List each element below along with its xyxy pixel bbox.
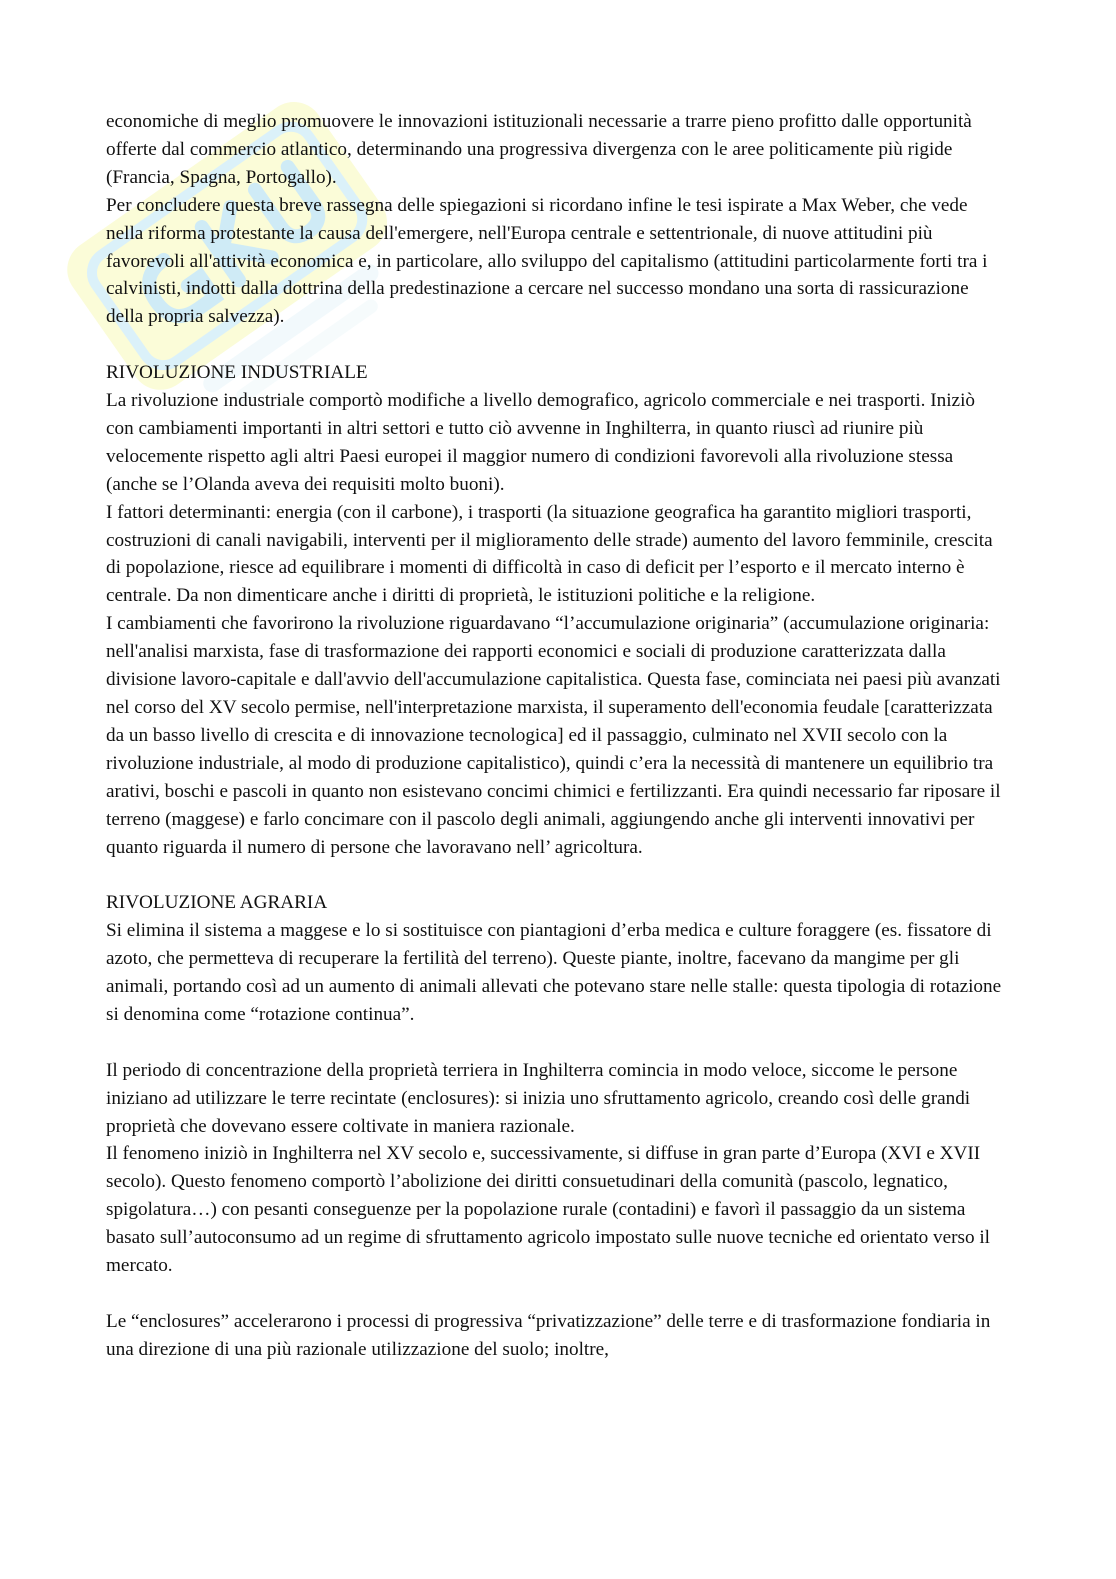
- agraria-paragraph-2: Il periodo di concentrazione della proprietà terriera in Inghilterra comincia in modo veloce, siccome le persone iniziano ad utilizzare le terre recintate (enclosures): si inizia uno sfruttamento agricolo, creando così delle grandi proprietà che dovevano essere coltivate in maniera razionale.: [106, 1059, 971, 1137]
- agraria-paragraph-1: Si elimina il sistema a maggese e lo si sostituisce con piantagioni d’erba medica e culture foraggere (es. fissatore di azoto, che permetteva di recuperare la fertilità del terreno). Queste piante, inoltre, facevano da mangime per gli animali, portando così ad un aumento di animali allevati che potevano stare nelle stalle: questa tipologia di rotazione si denomina come “rotazione continua”.: [106, 920, 1002, 1025]
- industriale-paragraph-3: I cambiamenti che favorirono la rivoluzione riguardavano “l’accumulazione originaria” (accumulazione originaria: nell'analisi marxista, fase di trasformazione dei rapporti economici e sociali di produzione caratterizzata dalla divisione lavoro-capitale e dall'avvio dell'accumulazione capitalistica. Questa fase, cominciata nei paesi più avanzati nel corso del XV secolo permise, nell'interpretazione marxista, il superamento dell'economia feudale [caratterizzata da un basso livello di crescita e di innovazione tecnologica] ed il passaggio, culminato nel XVII secolo con la rivoluzione industriale, al modo di produzione capitalistico), quindi c’era la necessità di mantenere un equilibrio tra arativi, boschi e pascoli in quanto non esistevano concimi chimici e fertilizzanti. Era quindi necessario far riposare il terreno (maggese) e farlo concimare con il pascolo degli animali, aggiungendo anche gli interventi innovativi per quanto riguarda il numero di persone che lavoravano nell’ agricoltura.: [106, 613, 1001, 858]
- document-body: [106, 108, 1006, 1364]
- intro-paragraph-1: economiche di meglio promuovere le innovazioni istituzionali necessarie a trarre pieno profitto dalle opportunità offerte dal commercio atlantico, determinando una progressiva divergenza con le aree politicamente più rigide (Francia, Spagna, Portogallo).: [106, 111, 972, 188]
- industriale-paragraph-2: I fattori determinanti: energia (con il carbone), i trasporti (la situazione geografica ha garantito migliori trasporti, costruzioni di canali navigabili, interventi per il miglioramento delle strade) aumento del lavoro femminile, crescita di popolazione, riesce ad equilibrare i momenti di difficoltà in caso di deficit per l’esporto e il mercato interno è centrale. Da non dimenticare anche i diritti di proprietà, le istituzioni politiche e la religione.: [106, 501, 993, 607]
- industriale-paragraph-1: La rivoluzione industriale comportò modifiche a livello demografico, agricolo commerciale e nei trasporti. Iniziò con cambiamenti importanti in altri settori e tutto ciò avvenne in Inghilterra, in quanto riuscì ad riunire più velocemente rispetto agli altri Paesi europei il maggior numero di condizioni favorevoli alla rivoluzione stessa (anche se l’Olanda aveva dei requisiti molto buoni).: [106, 390, 975, 495]
- heading-rivoluzione-industriale: RIVOLUZIONE INDUSTRIALE: [106, 362, 368, 384]
- intro-paragraph-2: Per concludere questa breve rassegna delle spiegazioni si ricordano infine le tesi ispirate a Max Weber, che vede nella riforma protestante la causa dell'emergere, nell'Europa centrale e settentrionale, di nuove attitudini più favorevoli all'attività economica e, in particolare, allo sviluppo del capitalismo (attitudini particolarmente forti tra i calvinisti, indotti dalla dottrina della predestinazione a cercare nel successo mondano una sorta di rassicurazione della propria salvezza).: [106, 194, 988, 328]
- heading-rivoluzione-agraria: RIVOLUZIONE AGRARIA: [106, 892, 328, 914]
- agraria-paragraph-3: Il fenomeno iniziò in Inghilterra nel XV secolo e, successivamente, si diffuse in gran parte d’Europa (XVI e XVII secolo). Questo fenomeno comportò l’abolizione dei diritti consuetudinari della comunità (pascolo, legnatico, spigolatura…) con pesanti conseguenze per la popolazione rurale (contadini) e favorì il passaggio da un sistema basato sull’autoconsumo ad un regime di sfruttamento agricolo impostato sulle nuove tecniche ed orientato verso il mercato.: [106, 1143, 990, 1277]
- agraria-paragraph-4: Le “enclosures” accelerarono i processi di progressiva “privatizzazione” delle terre e di trasformazione fondiaria in una direzione di una più razionale utilizzazione del suolo; inoltre,: [106, 1310, 991, 1360]
